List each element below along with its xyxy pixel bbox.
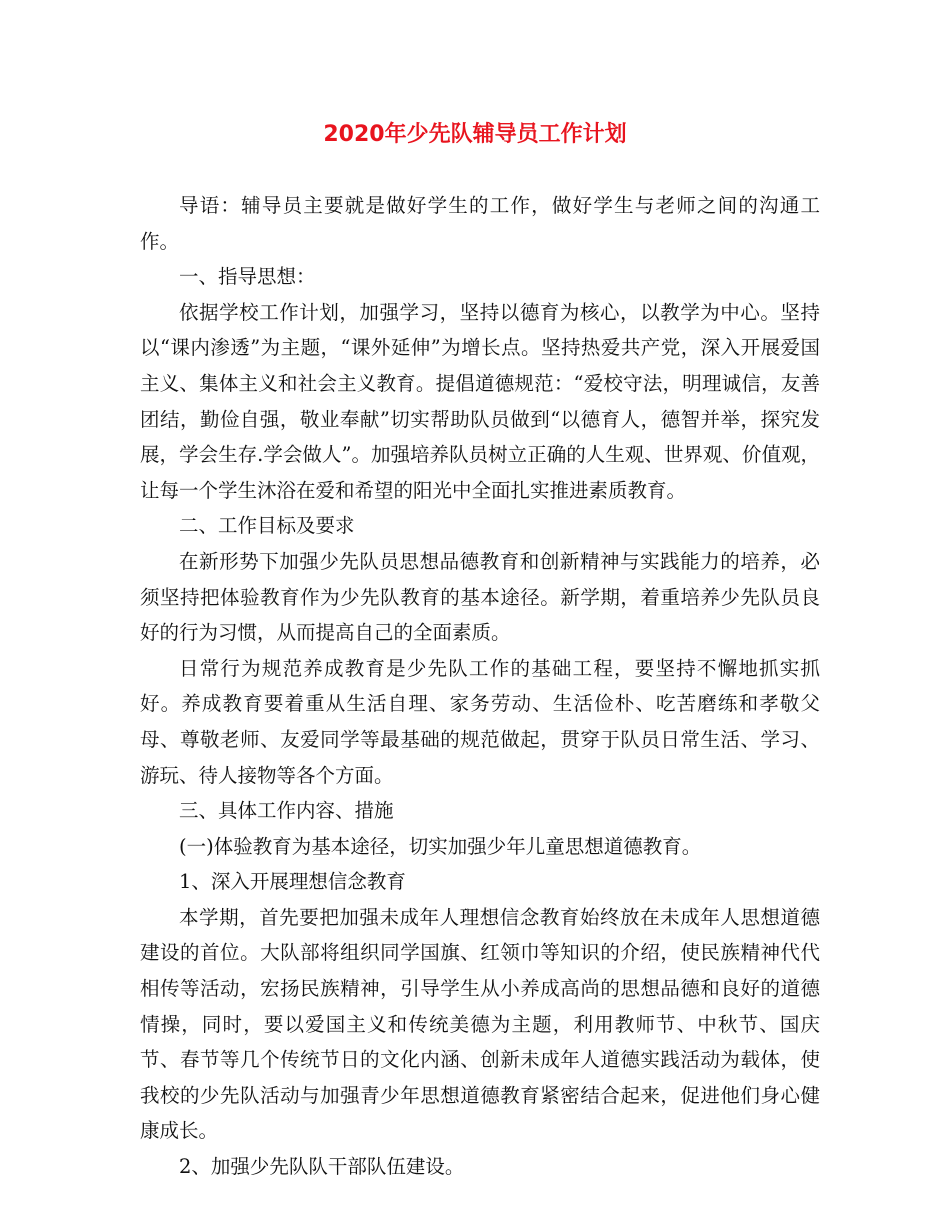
subsection-heading-experience-education: (一)体验教育为基本途径，切实加强少年儿童思想道德教育。	[179, 834, 702, 858]
document-body	[140, 188, 820, 1185]
intro-paragraph: 导语：辅导员主要就是做好学生的工作，做好学生与老师之间的沟通工作。	[140, 194, 820, 253]
section-heading-goals: 二、工作目标及要求	[179, 514, 355, 538]
item-heading-ideals-education: 1、深入开展理想信念教育	[179, 870, 406, 894]
section-heading-work-content: 三、具体工作内容、措施	[179, 799, 394, 823]
item-heading-cadre-building: 2、加强少先队队干部队伍建设。	[179, 1155, 465, 1179]
paragraph-guiding-thought: 依据学校工作计划，加强学习，坚持以德育为核心，以教学为中心。坚持以“课内渗透”为主题，“课外延伸”为增长点。坚持热爱共产党，深入开展爱国主义、集体主义和社会主义教育。提倡道德规范：“爱校守法，明理诚信，友善团结，勤俭自强，敬业奉献”切实帮助队员做到“以德育人，德智并举，探究发展，学会生存.学会做人”。加强培养队员树立正确的人生观、世界观、价值观，让每一个学生沐浴在爱和希望的阳光中全面扎实推进素质教育。	[140, 300, 820, 502]
section-heading-guiding-thought: 一、指导思想：	[179, 265, 316, 289]
document-title: 2020年少先队辅导员工作计划	[323, 122, 627, 147]
paragraph-behavior-norms: 日常行为规范养成教育是少先队工作的基础工程，要坚持不懈地抓实抓好。养成教育要着重从生活自理、家务劳动、生活俭朴、吃苦磨练和孝敬父母、尊敬老师、友爱同学等最基础的规范做起，贯穿于队员日常生活、学习、游玩、待人接物等各个方面。	[140, 656, 820, 787]
paragraph-goals: 在新形势下加强少先队员思想品德教育和创新精神与实践能力的培养，必须坚持把体验教育作为少先队教育的基本途径。新学期，着重培养少先队员良好的行为习惯，从而提高自己的全面素质。	[140, 549, 820, 645]
paragraph-ideals-education: 本学期，首先要把加强未成年人理想信念教育始终放在未成年人思想道德建设的首位。大队部将组织同学国旗、红领巾等知识的介绍，使民族精神代代相传等活动，宏扬民族精神，引导学生从小养成高尚的思想品德和良好的道德情操，同时，要以爱国主义和传统美德为主题，利用教师节、中秋节、国庆节、春节等几个传统节日的文化内涵、创新未成年人道德实践活动为载体，使我校的少先队活动与加强青少年思想道德教育紧密结合起来，促进他们身心健康成长。	[140, 905, 820, 1143]
